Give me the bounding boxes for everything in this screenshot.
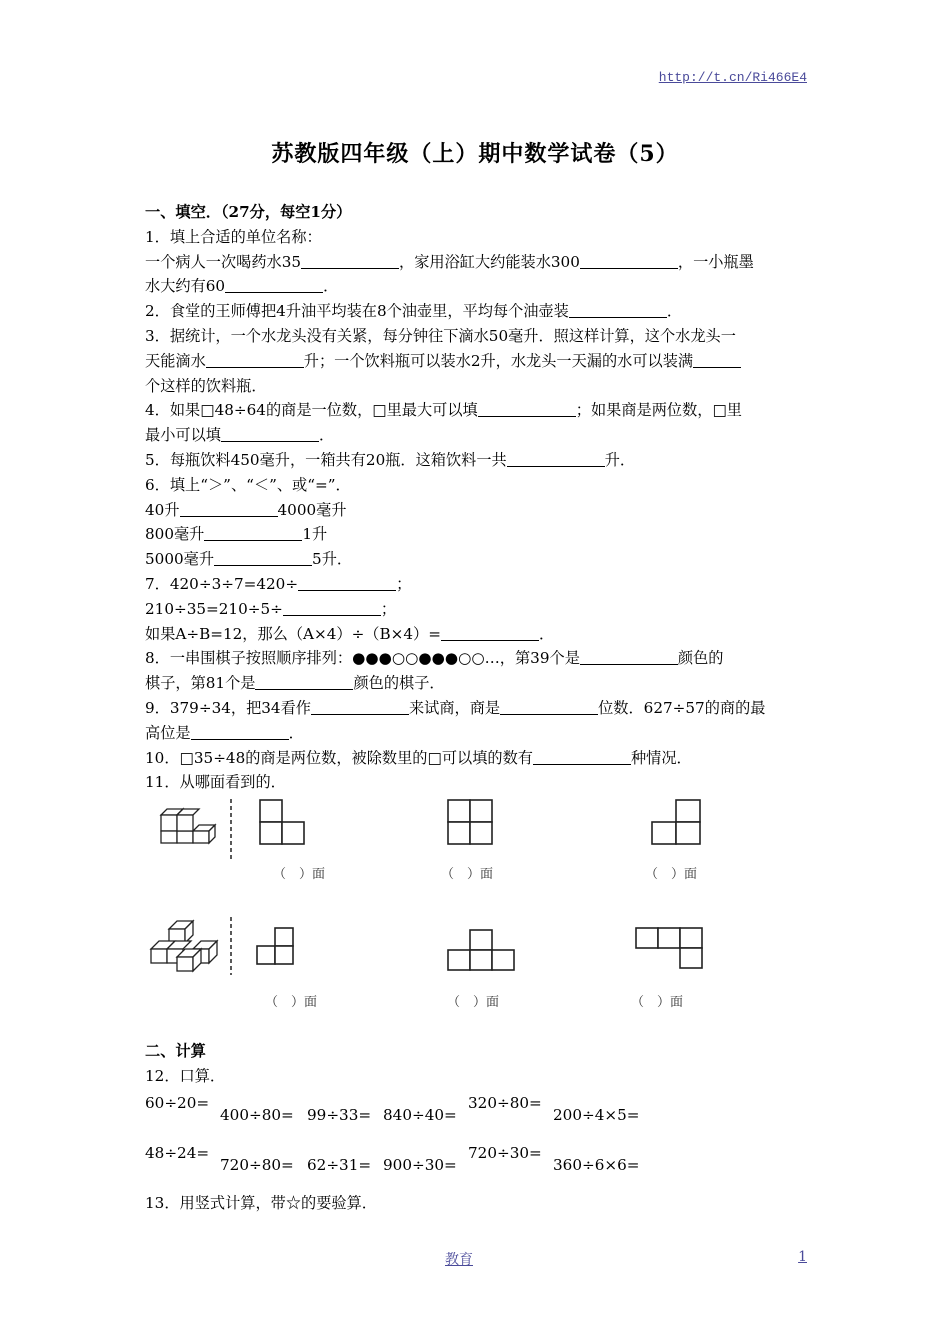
divider-2	[229, 917, 233, 975]
view-b2-icon	[447, 929, 517, 971]
calc-row: 60÷20= 400÷80= 99÷33= 840÷40= 320÷80= 200÷4×5=	[145, 1093, 640, 1124]
question-6: 6．填上“＞”、“＜”、或“=”．	[145, 475, 351, 494]
question-1: 1．填上合适的单位名称：	[145, 227, 322, 246]
page-title: 苏教版四年级（上）期中数学试卷（5）	[271, 141, 679, 167]
question-12: 12．口算．	[145, 1066, 226, 1085]
question-10: 10．□35÷48的商是两位数，被除数里的□可以填的数有 种情况．	[145, 748, 692, 767]
question-7: 7．420÷3÷7=420÷ ；	[145, 574, 412, 593]
section-heading-2: 二、计算	[145, 1042, 206, 1061]
footer-link[interactable]: 教育	[445, 1252, 473, 1268]
views-figure	[145, 799, 715, 1019]
caption-a1: （ ）面	[273, 867, 326, 883]
oral-calc-table	[145, 1091, 805, 1191]
caption-b2: （ ）面	[447, 995, 500, 1011]
section-heading: 一、填空．（27分，每空1分）	[145, 203, 352, 221]
view-b1-icon	[255, 927, 297, 967]
calc-row: 48÷24= 720÷80= 62÷31= 900÷30= 720÷30= 360÷6×6=	[145, 1143, 640, 1174]
question-13: 13．用竖式计算，带☆的要验算．	[145, 1193, 377, 1212]
view-b3-icon	[635, 927, 705, 971]
caption-b3: （ ）面	[631, 995, 684, 1011]
caption-a3: （ ）面	[645, 867, 698, 883]
question-3: 3．据统计，一个水龙头没有关紧，每分钟往下滴水50毫升．照这样计算，这个水龙头一	[145, 326, 736, 345]
view-a2-icon	[447, 799, 497, 845]
question-8: 8．一串围棋子按照顺序排列：●●●○○●●●○○…，第39个是 颜色的	[145, 649, 724, 668]
view-a3-icon	[651, 799, 703, 845]
question-9: 9．379÷34，把34看作 来试商，商是 位数．627÷57的商的最	[145, 698, 766, 717]
cube-solid-2-icon	[147, 917, 223, 973]
header-link[interactable]: http://t.cn/Ri466E4	[658, 70, 807, 85]
question-2: 2．食堂的王师傅把4升油平均装在8个油壶里，平均每个油壶装 ．	[145, 302, 683, 321]
caption-b1: （ ）面	[265, 995, 318, 1011]
page-number: 1	[798, 1249, 807, 1265]
exam-body: 一、填空．（27分，每空1分） 1．填上合适的单位名称： 一个病人一次喝药水35 ，家用浴缸大约能装水300 ，一小瓶墨 水大约有60 ． 2．食堂的王师傅把4升油平均装在8个油壶里，平均每个油壶装 ． 3．据统计，一个水龙头没有关紧，每分钟往下滴水50毫升．照这样计算，这个水龙头一 天能滴水 升；一个饮料瓶可以装水2升，水龙头一天漏的水可以装满 个这样的饮料瓶． 4．如果□48÷64的商是一位数，□里最大可以填 ；如果商是两位数，□里 最小可以填 ． 5．每瓶饮料450毫升，一箱共有20瓶．这箱饮料一共 升． 6．填上“＞”、“＜”、或“=”． 40升 4000毫升 800毫升 1升 5000毫升 5升． 7．420÷3÷7=420÷ ； 210÷35=210÷5÷ ； 如果A÷B=12，那么（A×4）÷（B×4）= ． 8．一串围棋子按照顺序排列：●●●○○●●●○○…，第39个是 颜色的 棋子，第81个是 颜色的棋子． 9．379÷34，把34看作 来试商，商是 位数．627÷57的商的最 高位是 ． 10．□35÷48的商是两位数，被除数里的□可以填的数有 种情况． 11．从哪面看到的． （ ）面 （ ）面 （ ）面 （ ）面 （ ）面 （ ）面 二、计算 12．口算． 60÷20= 400÷80= 99÷33= 840÷40= 320÷80= 200÷4×5= 48÷24= 720÷80= 62÷31= 900÷30= 720÷30= 360÷6×6= 13．用竖式计算，带☆的要验算．	[145, 200, 805, 1216]
question-4: 4．如果□48÷64的商是一位数，□里最大可以填 ；如果商是两位数，□里	[145, 401, 742, 420]
divider-1	[229, 799, 233, 859]
question-5: 5．每瓶饮料450毫升，一箱共有20瓶．这箱饮料一共 升．	[145, 450, 636, 469]
caption-a2: （ ）面	[441, 867, 494, 883]
cube-solid-1-icon	[157, 805, 217, 845]
view-a1-icon	[259, 799, 309, 845]
question-11: 11．从哪面看到的．	[145, 773, 286, 792]
